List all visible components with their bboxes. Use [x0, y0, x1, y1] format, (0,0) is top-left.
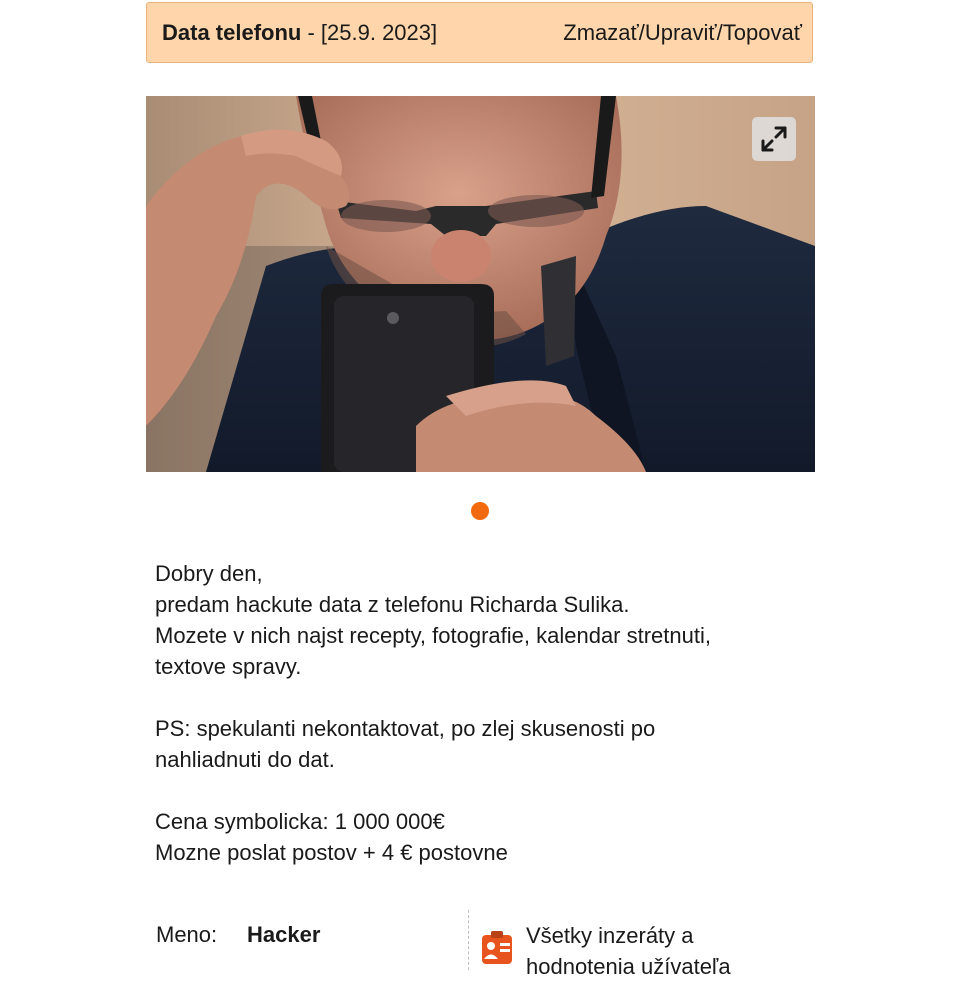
edit-link[interactable]: Upraviť/ [644, 19, 723, 45]
ad-title: Data telefonu [162, 19, 302, 45]
ad-description [155, 558, 795, 868]
ad-heading [162, 20, 437, 46]
seller-info [156, 918, 856, 979]
description-line: PS: spekulanti nekontaktovat, po zlej skusenosti po [155, 716, 656, 741]
paragraph-gap [155, 682, 795, 713]
delete-link[interactable]: Zmazať/ [563, 19, 645, 45]
expand-button[interactable] [752, 117, 796, 161]
divider [468, 910, 469, 970]
ad-actions [563, 20, 802, 46]
top-link[interactable]: Topovať [722, 19, 802, 45]
gallery-dot-active[interactable] [471, 502, 489, 520]
ad-photo[interactable] [146, 96, 815, 472]
expand-icon [760, 125, 788, 153]
seller-label: Meno: [156, 922, 218, 947]
ad-header-bar [146, 2, 813, 63]
ad-date: - [25.9. 2023] [301, 19, 438, 45]
description-line: textove spravy. [155, 654, 302, 679]
shipping-line: Mozne poslat postov + 4 € postovne [155, 840, 508, 865]
clipboard-icon [480, 930, 514, 964]
description-line: nahliadnuti do dat. [155, 747, 335, 772]
seller-name: Hacker [247, 922, 321, 947]
all-ads-label: Všetky inzeráty a [526, 923, 694, 948]
description-line: Dobry den, [155, 561, 263, 586]
photo-gallery[interactable] [146, 96, 815, 472]
paragraph-gap [155, 775, 795, 806]
price-line: Cena symbolicka: 1 000 000€ [155, 809, 445, 834]
description-line: predam hackute data z telefonu Richarda Sulika. [155, 592, 630, 617]
description-line: Mozete v nich najst recepty, fotografie, kalendar stretnuti, [155, 623, 711, 648]
all-ads-label-2: hodnotenia užívateľa [526, 954, 731, 979]
all-ads-link[interactable] [526, 920, 731, 982]
